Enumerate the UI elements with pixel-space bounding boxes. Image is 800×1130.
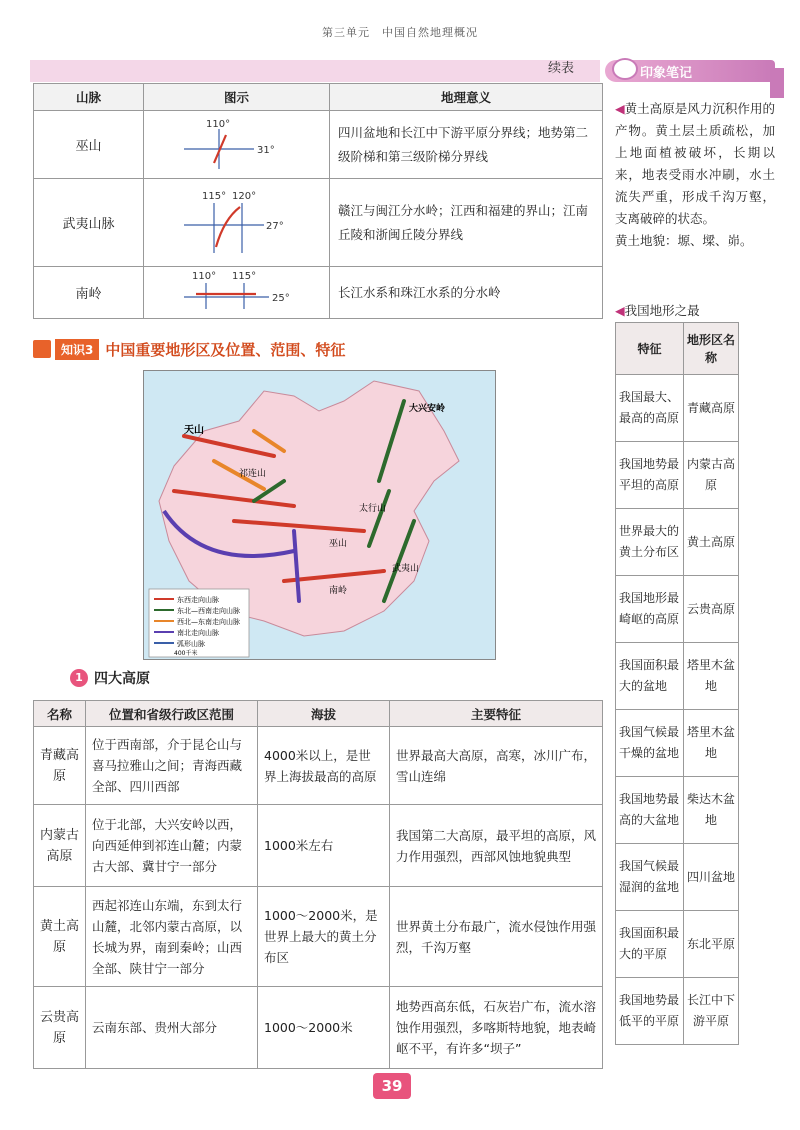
superlative-feature: 我国最大、最高的高原 — [616, 375, 684, 442]
sidebar-note-text: 黄土高原是风力沉积作用的产物。黄土层土质疏松，加上地面植被破坏，长期以来，地表受雨水冲刷，水土流失严重，形成千沟万壑，支离破碎的状态。 — [615, 101, 775, 226]
plateau-feature: 我国第二大高原，最平坦的高原，风力作用强烈，西部风蚀地貌典型 — [390, 805, 603, 887]
wushan-lon: 110° — [206, 119, 231, 130]
bookmark-ribbon — [770, 68, 784, 98]
superlative-region: 塔里木盆地 — [684, 643, 739, 710]
wuyi-lon2: 120° — [232, 191, 257, 202]
wuyi-svg — [144, 179, 329, 263]
superlative-feature: 我国地势最高的大盆地 — [616, 777, 684, 844]
china-mountain-map — [143, 370, 496, 660]
mountain-name: 武夷山脉 — [34, 179, 144, 267]
plateau-location: 位于北部，大兴安岭以西，向西延伸到祁连山麓；内蒙古大部、冀甘宁一部分 — [86, 805, 258, 887]
label-wuyi: 武夷山 — [392, 564, 420, 574]
plateau-name: 青藏高原 — [34, 727, 86, 805]
col-header: 主要特征 — [390, 701, 603, 727]
section-tag: 知识3 — [55, 339, 99, 360]
col-header: 海拔 — [258, 701, 390, 727]
col-header: 名称 — [34, 701, 86, 727]
superlative-region: 东北平原 — [684, 911, 739, 978]
mountain-name: 南岭 — [34, 267, 144, 319]
plateau-location: 西起祁连山东端，东到太行山麓，北邻内蒙古高原，以长城为界，南到秦岭；山西全部、陕甘宁一部分 — [86, 887, 258, 987]
superlative-feature: 我国地形最崎岖的高原 — [616, 576, 684, 643]
plateau-location: 云南东部、贵州大部分 — [86, 987, 258, 1069]
superlative-feature: 我国气候最湿润的盆地 — [616, 844, 684, 911]
superlatives-table — [615, 322, 739, 1045]
sidebar-note — [615, 98, 775, 252]
sidebar-note-text2: 黄土地貌：塬、墚、峁。 — [615, 233, 753, 248]
plateau-feature: 世界最高大高原，高寒，冰川广布，雪山连绵 — [390, 727, 603, 805]
col-header: 山脉 — [34, 84, 144, 111]
triangle-marker-icon: ◀ — [615, 101, 625, 116]
mountain-meaning: 长江水系和珠江水系的分水岭 — [330, 267, 603, 319]
nanling-svg — [144, 267, 329, 315]
book-icon — [33, 340, 51, 358]
wushan-diagram — [144, 111, 330, 179]
col-header: 位置和省级行政区范围 — [86, 701, 258, 727]
superlative-region: 云贵高原 — [684, 576, 739, 643]
wushan-svg — [144, 111, 329, 175]
mountain-table — [33, 83, 603, 319]
col-header: 图示 — [144, 84, 330, 111]
label-daxinganling: 大兴安岭 — [409, 404, 446, 414]
map-svg — [144, 371, 495, 659]
superlative-region: 青藏高原 — [684, 375, 739, 442]
plateau-altitude: 1000～2000米，是世界上最大的黄土分布区 — [258, 887, 390, 987]
superlative-region: 四川盆地 — [684, 844, 739, 911]
label-qilian: 祁连山 — [239, 469, 267, 479]
triangle-marker-icon: ◀ — [615, 303, 625, 318]
superlative-feature: 我国地势最平坦的高原 — [616, 442, 684, 509]
mountain-meaning: 赣江与闽江分水岭；江西和福建的界山；江南丘陵和浙闽丘陵分界线 — [330, 179, 603, 267]
superlative-region: 柴达木盆地 — [684, 777, 739, 844]
wuyi-diagram — [144, 179, 330, 267]
wuyi-lat: 27° — [266, 221, 284, 232]
plateau-altitude: 4000米以上，是世界上海拔最高的高原 — [258, 727, 390, 805]
note-icon — [612, 58, 638, 80]
subsection-heading — [70, 668, 150, 688]
section-heading — [33, 337, 345, 361]
col-header: 特征 — [616, 323, 684, 375]
continued-label: 续表 — [548, 61, 575, 76]
legend-nwse: 西北—东南走向山脉 — [177, 618, 240, 626]
plateau-table — [33, 700, 603, 1069]
plateau-location: 位于西南部，介于昆仑山与喜马拉雅山之间；青海西藏全部、四川西部 — [86, 727, 258, 805]
plateau-name: 黄土高原 — [34, 887, 86, 987]
plateau-feature: 世界黄土分布最广，流水侵蚀作用强烈，千沟万壑 — [390, 887, 603, 987]
plateau-name: 内蒙古高原 — [34, 805, 86, 887]
label-tianshan: 天山 — [184, 425, 204, 436]
section-title: 中国重要地形区及位置、范围、特征 — [105, 340, 346, 359]
legend-ew: 东西走向山脉 — [177, 596, 219, 604]
legend-arc: 弧形山脉 — [177, 640, 205, 648]
superlative-feature: 我国气候最干燥的盆地 — [616, 710, 684, 777]
label-nanling: 南岭 — [329, 586, 348, 596]
plateau-name: 云贵高原 — [34, 987, 86, 1069]
superlative-region: 长江中下游平原 — [684, 978, 739, 1045]
legend-ns: 南北走向山脉 — [177, 629, 219, 637]
subsection-title: 四大高原 — [94, 671, 150, 687]
nanling-lon1: 110° — [192, 271, 217, 282]
superlative-region: 内蒙古高原 — [684, 442, 739, 509]
superlative-region: 塔里木盆地 — [684, 710, 739, 777]
mountain-meaning: 四川盆地和长江中下游平原分界线；地势第二级阶梯和第三级阶梯分界线 — [330, 111, 603, 179]
label-wushan: 巫山 — [329, 539, 348, 549]
nanling-diagram — [144, 267, 330, 319]
superlative-region: 黄土高原 — [684, 509, 739, 576]
page-number: 39 — [373, 1073, 411, 1099]
legend-nesw: 东北—西南走向山脉 — [177, 607, 240, 615]
superlative-feature: 我国地势最低平的平原 — [616, 978, 684, 1045]
map-scale: 400千米 — [174, 650, 198, 657]
superlative-feature: 我国面积最大的平原 — [616, 911, 684, 978]
superlative-feature: 我国面积最大的盆地 — [616, 643, 684, 710]
wushan-lat: 31° — [257, 145, 275, 156]
note-title: 印象笔记 — [640, 66, 693, 81]
plateau-altitude: 1000米左右 — [258, 805, 390, 887]
label-taihang: 太行山 — [359, 504, 387, 514]
col-header: 地形区名称 — [684, 323, 739, 375]
running-header: 第三单元 中国自然地理概况 — [322, 26, 478, 39]
nanling-lat: 25° — [272, 293, 290, 304]
sidebar-subtitle — [615, 301, 700, 319]
sidebar-subtitle-text: 我国地形之最 — [624, 303, 700, 318]
subsection-number: 1 — [70, 669, 88, 687]
wuyi-lon1: 115° — [202, 191, 227, 202]
plateau-feature: 地势西高东低，石灰岩广布，流水溶蚀作用强烈，多喀斯特地貌，地表崎岖不平，有许多“坝子” — [390, 987, 603, 1069]
nanling-lon2: 115° — [232, 271, 257, 282]
plateau-altitude: 1000～2000米 — [258, 987, 390, 1069]
mountain-name: 巫山 — [34, 111, 144, 179]
superlative-feature: 世界最大的黄土分布区 — [616, 509, 684, 576]
col-header: 地理意义 — [330, 84, 603, 111]
table-top-bar — [30, 60, 600, 82]
